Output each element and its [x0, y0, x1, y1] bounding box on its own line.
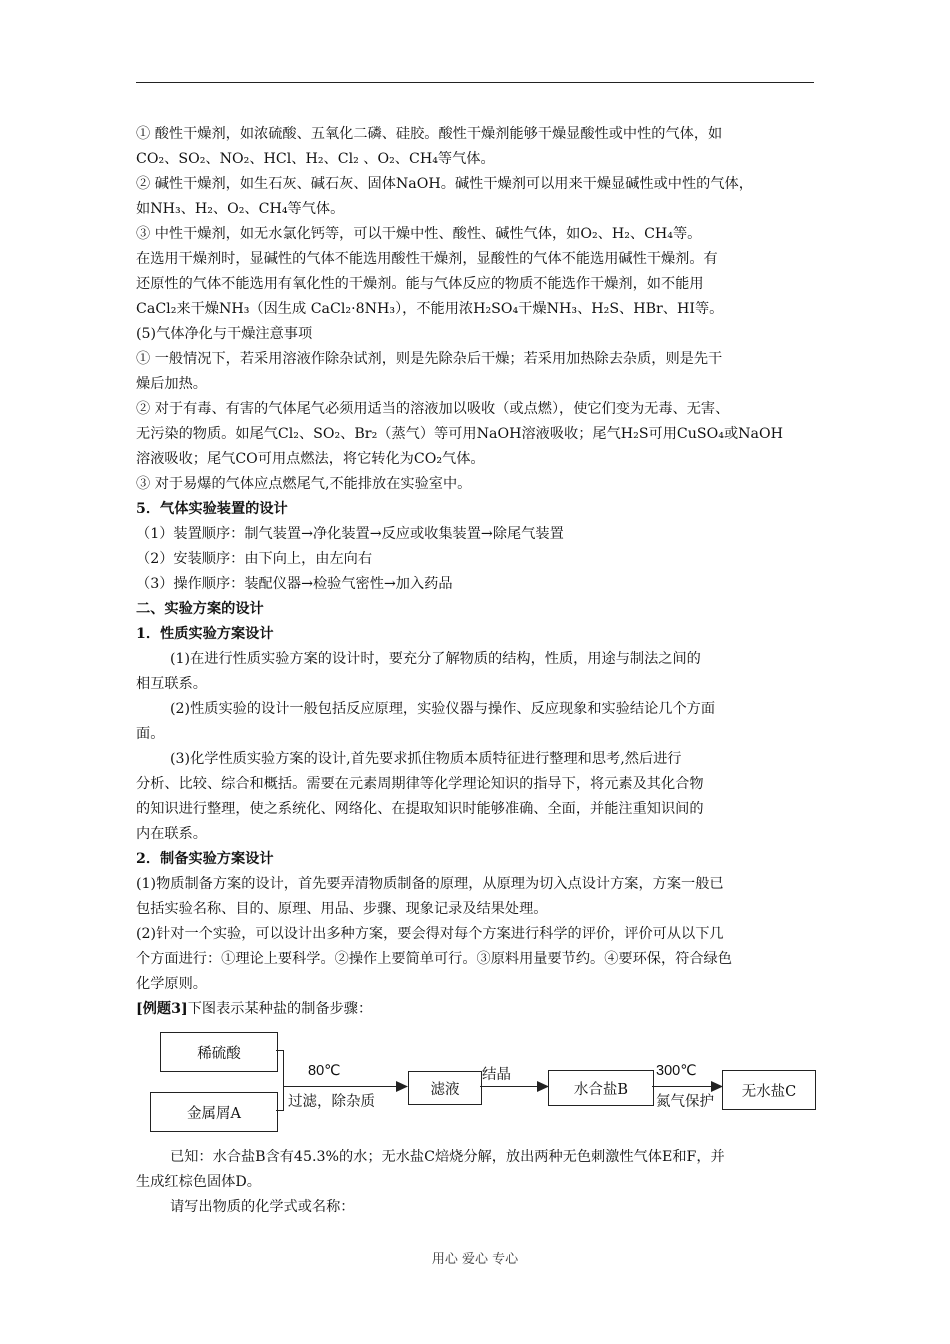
text-line: 请写出物质的化学式或名称： [170, 1199, 355, 1215]
text-line: 面。 [136, 726, 165, 742]
text-line: 包括实验名称、目的、原理、用品、步骤、现象记录及结果处理。 [136, 901, 548, 917]
text-line: 还原性的气体不能选用有氧化性的干燥剂。能与气体反应的物质不能选作干燥剂，如不能用 [136, 276, 704, 292]
text-line: 无污染的物质。如尾气Cl₂、SO₂、Br₂（蒸气）等可用NaOH溶液吸收；尾气H₂S可用CuSO₄或NaOH [136, 426, 784, 442]
text-line: (1)物质制备方案的设计，首先要弄清物质制备的原理，从原理为切入点设计方案，方案一般已 [136, 876, 724, 892]
example-line [136, 997, 816, 1022]
text-line: ① 一般情况下，若采用溶液作除杂试剂，则是先除杂后干燥；若采用加热除去杂质，则是先干 [136, 351, 723, 367]
text-line: CaCl₂来干燥NH₃（因生成 CaCl₂·8NH₃），不能用浓H₂SO₄干燥NH₃、H₂S、HBr、HI等。 [136, 301, 724, 317]
text-line: ② 碱性干燥剂，如生石灰、碱石灰、固体NaOH。碱性干燥剂可以用来干燥显碱性或中性的气体， [136, 176, 753, 192]
box-hydrated-salt-b: 水合盐B [548, 1070, 654, 1106]
text-line: 燥后加热。 [136, 376, 207, 392]
text-line: ① 酸性干燥剂，如浓硫酸、五氧化二磷、硅胶。酸性干燥剂能够干燥显酸性或中性的气体，如 [136, 126, 723, 142]
text-line: ② 对于有毒、有害的气体尾气必须用适当的溶液加以吸收（或点燃），使它们变为无毒、无害、 [136, 401, 730, 417]
text-line: (5)气体净化与干燥注意事项 [136, 326, 313, 342]
text-line: (1)在进行性质实验方案的设计时，要充分了解物质的结构，性质，用途与制法之间的 [170, 651, 701, 667]
process-diagram [150, 1030, 830, 1140]
text-line: CO₂、SO₂、NO₂、HCl、H₂、Cl₂ 、O₂、CH₄等气体。 [136, 151, 495, 167]
text-line: 化学原则。 [136, 976, 207, 992]
label-temp-80: 80℃ [308, 1063, 341, 1079]
arrow-line [652, 1086, 714, 1087]
text-line: 个方面进行：①理论上要科学。②操作上要简单可行。③原料用量要节约。④要环保，符合绿色 [136, 951, 732, 967]
text-line: (3)化学性质实验方案的设计,首先要求抓住物质本质特征进行整理和思考,然后进行 [170, 751, 682, 767]
section-heading: 1．性质实验方案设计 [136, 626, 274, 642]
arrow-line [283, 1086, 399, 1087]
box-filtrate: 滤液 [408, 1071, 482, 1105]
example-text: 下图表示某种盐的制备步骤： [187, 1001, 373, 1017]
section-heading: 2．制备实验方案设计 [136, 851, 274, 867]
page-footer: 用心 爱心 专心 [431, 1252, 519, 1267]
header-rule [136, 82, 814, 83]
text-line: （3）操作顺序：装配仪器→检验气密性→加入药品 [136, 576, 453, 592]
label-filter-remove-impurities: 过滤，除杂质 [288, 1094, 375, 1110]
label-crystallize: 结晶 [482, 1067, 511, 1083]
arrow-head-icon [537, 1081, 549, 1092]
section-heading: 5．气体实验装置的设计 [136, 501, 288, 517]
connector-line [283, 1050, 284, 1111]
arrow-line [480, 1086, 540, 1087]
main-text [136, 122, 816, 1022]
text-line: 的知识进行整理，使之系统化、网络化、在提取知识时能够准确、全面，并能注重知识间的 [136, 801, 704, 817]
example-label: [例题3] [136, 1001, 188, 1017]
text-line: 溶液吸收；尾气CO可用点燃法，将它转化为CO₂气体。 [136, 451, 485, 467]
text-line: 分析、比较、综合和概括。需要在元素周期律等化学理论知识的指导下，将元素及其化合物 [136, 776, 704, 792]
text-line: 生成红棕色固体D。 [136, 1174, 261, 1190]
box-dilute-sulfuric-acid: 稀硫酸 [160, 1032, 278, 1072]
text-line: （1）装置顺序：制气装置→净化装置→反应或收集装置→除尾气装置 [136, 526, 564, 542]
box-anhydrous-salt-c: 无水盐C [722, 1070, 816, 1110]
text-line: 如NH₃、H₂、O₂、CH₄等气体。 [136, 201, 345, 217]
text-line: ③ 中性干燥剂，如无水氯化钙等，可以干燥中性、酸性、碱性气体，如O₂、H₂、CH₄等。 [136, 226, 702, 242]
text-line: (2)针对一个实验，可以设计出多种方案，要会得对每个方案进行科学的评价，评价可从以下几 [136, 926, 724, 942]
text-line: （2）安装顺序：由下向上，由左向右 [136, 551, 373, 567]
label-nitrogen-protection: 氮气保护 [656, 1094, 714, 1110]
text-line: 已知：水合盐B含有45.3%的水；无水盐C焙烧分解，放出两种无色刺激性气体E和F，并 [170, 1149, 725, 1165]
text-line: ③ 对于易爆的气体应点燃尾气,不能排放在实验室中。 [136, 476, 472, 492]
section-heading: 二、实验方案的设计 [136, 601, 264, 617]
text-line: 相互联系。 [136, 676, 207, 692]
arrow-head-icon [396, 1081, 408, 1092]
text-line: 内在联系。 [136, 826, 207, 842]
label-temp-300: 300℃ [656, 1063, 697, 1079]
box-metal-scrap-a: 金属屑A [150, 1092, 278, 1132]
problem-text [136, 1145, 816, 1220]
text-line: (2)性质实验的设计一般包括反应原理，实验仪器与操作、反应现象和实验结论几个方面 [170, 701, 716, 717]
text-line: 在选用干燥剂时，显碱性的气体不能选用酸性干燥剂，显酸性的气体不能选用碱性干燥剂。有 [136, 251, 718, 267]
